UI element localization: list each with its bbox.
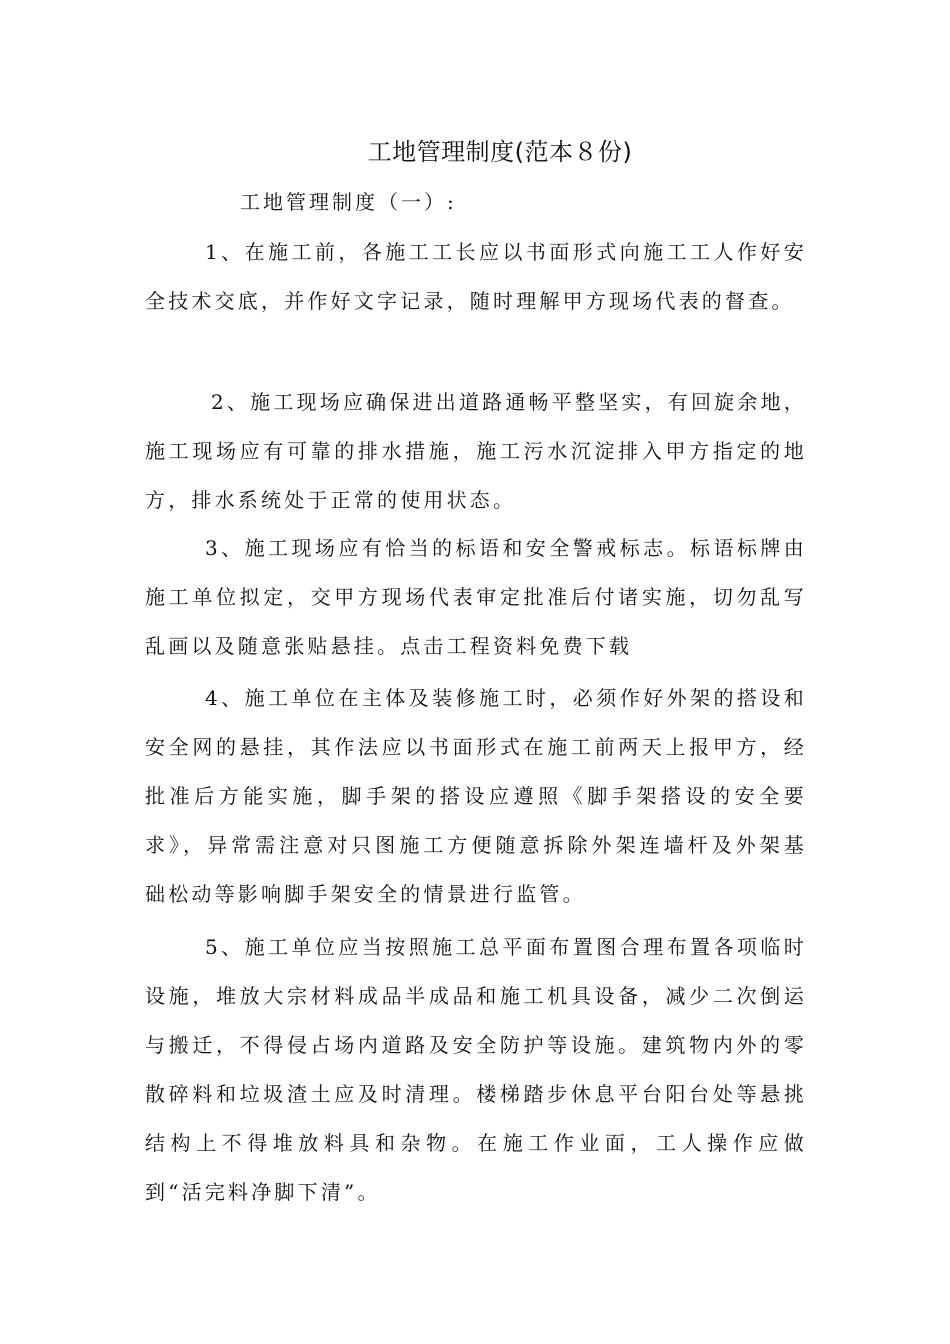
paragraph-2: 2、施工现场应确保进出道路通畅平整坚实，有回旋余地，施工现场应有可靠的排水措施，施工污水沉淀排入甲方指定的地方，排水系统处于正常的使用状态。 [145,390,807,512]
paragraph-1: 1、在施工前，各施工工长应以书面形式向施工工人作好安全技术交底，并作好文字记录，随时理解甲方现场代表的督查。 [145,240,807,313]
paragraph-5: 5、施工单位应当按照施工总平面布置图合理布置各项临时设施，堆放大宗材料成品半成品和施工机具设备，减少二次倒运与搬迁，不得侵占场内道路及安全防护等设施。建筑物内外的零散碎料和垃圾渣土应及时清理。楼梯踏步休息平台阳台处等悬挑结构上不得堆放料具和杂物。在施工作业面，工人操作应做到“活完料净脚下清”。 [145,935,807,1204]
paragraph-3: 3、施工现场应有恰当的标语和安全警戒标志。标语标牌由施工单位拟定，交甲方现场代表审定批准后付诸实施，切勿乱写乱画以及随意张贴悬挂。点击工程资料免费下载 [145,536,807,658]
paragraph-4: 4、施工单位在主体及装修施工时，必须作好外架的搭设和安全网的悬挂，其作法应以书面形式在施工前两天上报甲方，经批准后方能实施，脚手架的搭设应遵照《脚手架搭设的安全要求》，异常需注意对只图施工方便随意拆除外架连墙杆及外架基础松动等影响脚手架安全的情景进行监管。 [145,686,807,906]
section-heading: 工地管理制度（一）: [240,190,457,214]
document-title: 工地管理制度(范本８份) [367,138,633,166]
